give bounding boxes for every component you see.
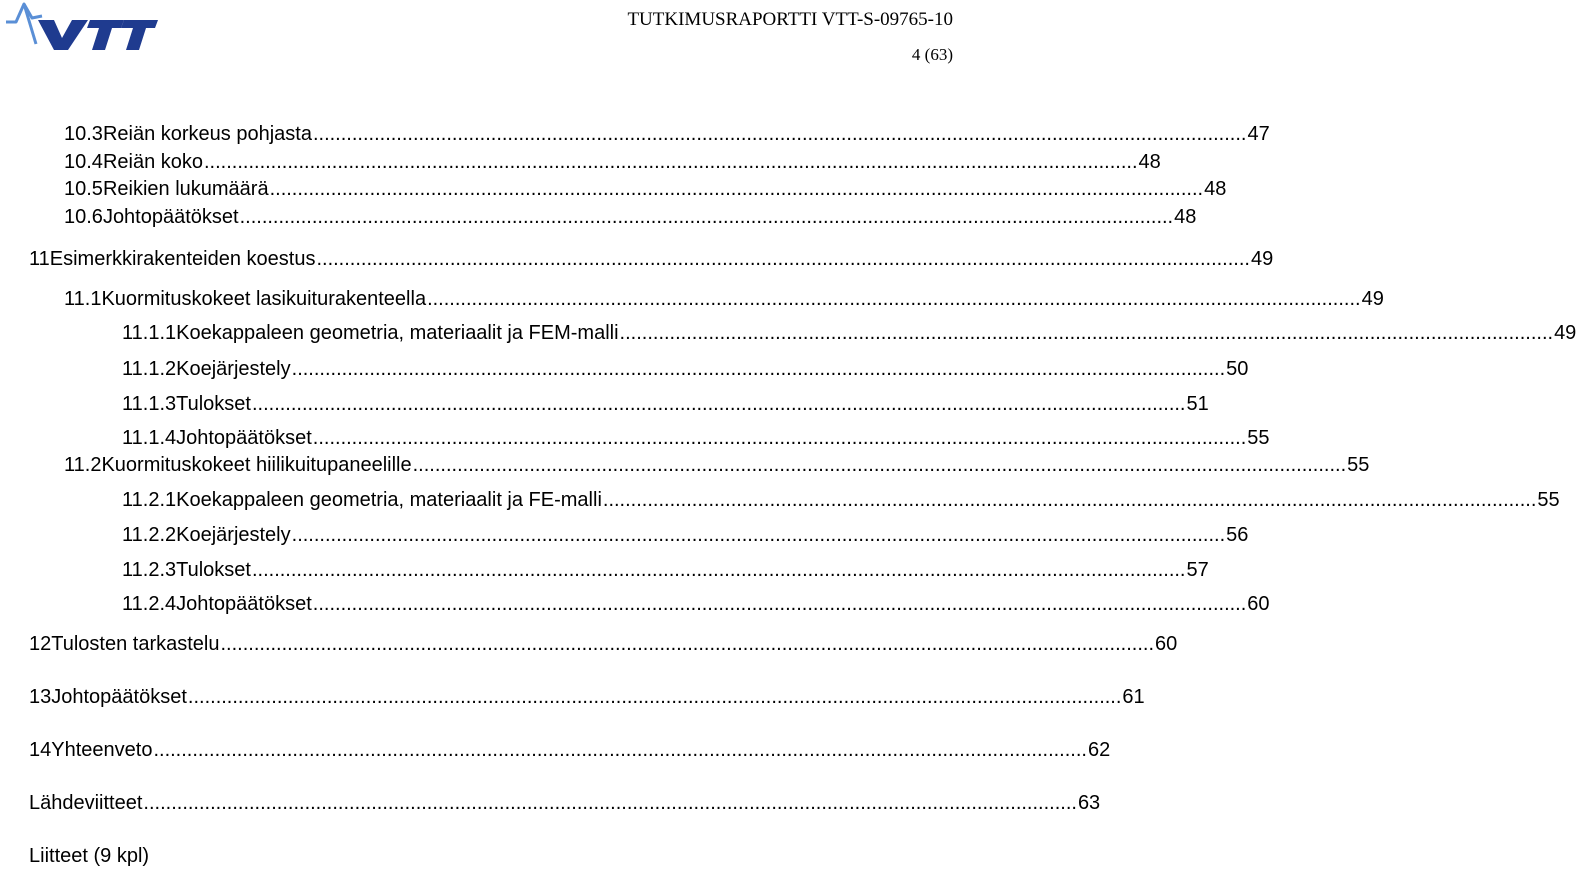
toc-entry-number: 11.1.4: [122, 427, 177, 449]
toc-entry[interactable]: [122, 321, 1576, 345]
toc-entry-page: 50: [1226, 358, 1249, 380]
toc-entry-page: 47: [1247, 123, 1270, 145]
toc-entry-title: Koejärjestely: [176, 358, 291, 380]
dot-leader: ........................................................................................................................................................................: [602, 489, 1537, 511]
toc-entry-page: 55: [1537, 489, 1560, 511]
toc-entry-title: Tulosten tarkastelu: [51, 633, 220, 655]
toc-entry-number: 10.6: [64, 206, 103, 228]
toc-entry-number: 11.1.2: [122, 358, 177, 380]
toc-entry[interactable]: [122, 426, 1270, 450]
toc-entry[interactable]: [122, 357, 1249, 381]
toc-entry-title: Koekappaleen geometria, materiaalit ja FE-malli: [176, 489, 602, 511]
dot-leader: ........................................................................................................................................................................: [427, 288, 1361, 310]
toc-entry-title: Tulokset: [176, 393, 251, 415]
dot-leader: ........................................................................................................................................................................: [291, 358, 1226, 380]
toc-entry-number: 11.2: [64, 454, 102, 476]
toc-entry-number: 11: [29, 248, 50, 270]
toc-entry-title: Kuormituskokeet lasikuiturakenteella: [101, 288, 427, 310]
toc-entry-number: 11.1: [64, 288, 102, 310]
toc-entry[interactable]: [64, 205, 1197, 229]
toc-entry[interactable]: [122, 523, 1249, 547]
toc-entry-page: 57: [1186, 559, 1209, 581]
toc-entry-page: 55: [1247, 427, 1270, 449]
toc-entry-number: 11.1.3: [122, 393, 177, 415]
vtt-logo: [2, 0, 162, 60]
toc-entry-page: 55: [1347, 454, 1370, 476]
toc-entry-page: 62: [1087, 739, 1111, 761]
toc-entry-page: 60: [1247, 593, 1270, 615]
toc-entry[interactable]: [64, 177, 1227, 201]
toc-entry-title: Reikien lukumäärä: [102, 178, 269, 200]
toc-entry[interactable]: [64, 453, 1370, 477]
toc-entry-title: Reiän koko: [102, 151, 203, 173]
toc-entry-title: Johtopäätökset: [102, 206, 239, 228]
report-id: TUTKIMUSRAPORTTI VTT-S-09765-10: [627, 9, 953, 30]
toc-entry[interactable]: [29, 738, 1111, 762]
toc-entry-page: 48: [1204, 178, 1227, 200]
toc-entry-page: 56: [1226, 524, 1249, 546]
toc-entry-page: 48: [1174, 206, 1197, 228]
toc-entry-number: 12: [29, 633, 52, 655]
dot-leader: ........................................................................................................................................................................: [269, 178, 1204, 200]
toc-entry[interactable]: [29, 632, 1178, 656]
page-number: 4 (63): [911, 45, 953, 64]
toc-entry[interactable]: [122, 592, 1270, 616]
toc-entry-page: 49: [1361, 288, 1384, 310]
dot-leader: ........................................................................................................................................................................: [251, 393, 1186, 415]
toc-entry-number: 14: [29, 739, 52, 761]
toc-entry-page: 49: [1554, 322, 1576, 344]
toc-entry-page: 61: [1122, 686, 1145, 708]
dot-leader: ........................................................................................................................................................................: [220, 633, 1154, 655]
appendix-label: Liitteet (9 kpl): [29, 845, 150, 867]
toc-entry-title: Johtopäätökset: [51, 686, 187, 708]
toc-entry[interactable]: [122, 558, 1209, 582]
toc-entry-title: Reiän korkeus pohjasta: [102, 123, 312, 145]
dot-leader: ........................................................................................................................................................................: [312, 593, 1247, 615]
toc-entry-title: Tulokset: [176, 559, 251, 581]
toc-entry-page: 63: [1077, 792, 1101, 814]
toc-entry-number: 11.1.1: [122, 322, 177, 344]
toc-entry-number: 10.4: [64, 151, 103, 173]
toc-entry-number: 10.5: [64, 178, 103, 200]
toc-entry[interactable]: [29, 247, 1274, 271]
toc-entry-page: 51: [1186, 393, 1209, 415]
toc-entry-number: 13: [29, 686, 52, 708]
toc-entry-title: Koejärjestely: [176, 524, 291, 546]
toc-entry-page: 49: [1250, 248, 1274, 270]
toc-entry-title: Yhteenveto: [51, 739, 153, 761]
dot-leader: ........................................................................................................................................................................: [239, 206, 1174, 228]
toc-entry-page: 48: [1138, 151, 1161, 173]
dot-leader: ........................................................................................................................................................................: [153, 739, 1087, 761]
dot-leader: ........................................................................................................................................................................: [312, 427, 1247, 449]
toc-entry-title: Esimerkkirakenteiden koestus: [49, 248, 316, 270]
toc-entry[interactable]: [64, 150, 1161, 174]
toc-entry[interactable]: [64, 122, 1270, 146]
toc-entry-title: Johtopäätökset: [176, 427, 312, 449]
dot-leader: ........................................................................................................................................................................: [204, 151, 1138, 173]
dot-leader: ........................................................................................................................................................................: [412, 454, 1347, 476]
dot-leader: ........................................................................................................................................................................: [143, 792, 1077, 814]
toc-entry-number: 10.3: [64, 123, 103, 145]
toc-entry-title: Johtopäätökset: [176, 593, 312, 615]
dot-leader: ........................................................................................................................................................................: [312, 123, 1247, 145]
toc-entry[interactable]: [64, 287, 1384, 311]
toc-entry-title: Koekappaleen geometria, materiaalit ja FEM-malli: [176, 322, 619, 344]
toc-entry-title: Lähdeviitteet: [29, 792, 143, 814]
toc-entry[interactable]: [29, 791, 1101, 815]
toc-entry[interactable]: [122, 392, 1209, 416]
toc-entry-number: 11.2.1: [122, 489, 177, 511]
toc-entry-number: 11.2.2: [122, 524, 177, 546]
toc-entry-number: 11.2.3: [122, 559, 177, 581]
toc-entry[interactable]: [122, 488, 1560, 512]
dot-leader: ........................................................................................................................................................................: [619, 322, 1554, 344]
toc-entry-number: 11.2.4: [122, 593, 177, 615]
toc-entry-page: 60: [1155, 633, 1178, 655]
dot-leader: ........................................................................................................................................................................: [251, 559, 1186, 581]
dot-leader: ........................................................................................................................................................................: [187, 686, 1122, 708]
toc-entry-title: Kuormituskokeet hiilikuitupaneelille: [101, 454, 412, 476]
dot-leader: ........................................................................................................................................................................: [291, 524, 1226, 546]
dot-leader: ........................................................................................................................................................................: [316, 248, 1250, 270]
toc-entry[interactable]: [29, 685, 1145, 709]
